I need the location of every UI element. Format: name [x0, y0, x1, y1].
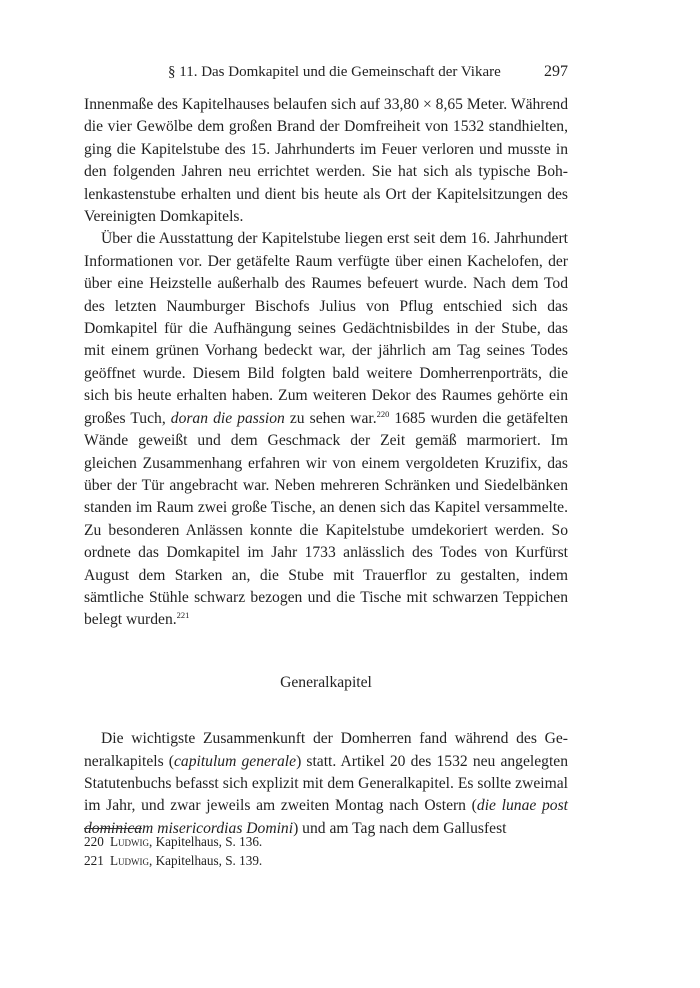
body-text — [84, 94, 568, 840]
section-heading: Generalkapitel — [280, 673, 372, 691]
latin-term: capitulum generale — [174, 752, 297, 770]
footnote-author: Ludwig — [110, 834, 150, 849]
footnote-text: , Kapitelhaus, S. 139. — [149, 852, 263, 868]
footnote-author: Ludwig — [110, 852, 150, 868]
paragraph-text: ) statt. Artikel 20 des 1532 neu angelegten Statutenbuchs befasst sich explizit mit dem Generalkapitel. Es sollte zweimal im Jahr, und zwar jeweils am zweiten Montag nach Ostern ( — [84, 752, 568, 815]
page-number: 297 — [544, 63, 568, 80]
paragraph-text: zu sehen war. — [284, 409, 377, 427]
footnote — [84, 852, 568, 871]
footnote-number: 221 — [84, 852, 104, 868]
paragraph-text: Über die Ausstattung der Kapitelstube liegen erst seit dem 16. Jahrhundert Informationen vor. Der getäfelte Raum verfügte über einen Kachelofen, der über eine Heizstelle außerhalb des Raumes befeuert wurde. Nach dem Tod des letzten Naumburger Bischofs Julius von Pflug entschied sich das Domkapitel für die Aufhängung seines Gedächtnisbildes in der Stube, das mit einem grünen Vorhang bedeckt war, der jährlich am Tag seines Todes geöffnet wurde. Diesem Bild folgten bald weitere Domherrenporträts, die sich bis heute erhalten haben. Zum weiteren Dekor des Raumes gehörte ein großes Tuch, — [84, 230, 568, 427]
paragraph-text: Innenmaße des Kapitelhauses belaufen sich auf 33,80 × 8,65 Meter. Während die vier Gewölbe dem großen Brand der Domfreiheit von 1532 standhielten, ging die Kapitelstube des 15. Jahrhunderts im Feuer verloren und musste in den folgenden Jahren neu errichtet werden. Sie hat sich als typische Bohlenkastenstube erhalten und dient bis heute als Ort der Kapitelsitzungen des Vereinigten Domkapitels. — [84, 96, 568, 226]
footnote-reference: 221 — [176, 610, 190, 621]
paragraph — [84, 728, 568, 840]
running-title: § 11. Das Domkapitel und die Gemeinschaft der Vikare — [168, 64, 501, 80]
running-head — [84, 61, 568, 83]
paragraph — [84, 228, 568, 631]
footnote-number: 220 — [84, 834, 104, 849]
paragraph-text: Die wichtigste Zusammenkunft der Domherren fand während des Generalkapitels ( — [84, 730, 568, 770]
quoted-phrase: doran die passion — [170, 409, 285, 427]
paragraph-text: ) und am Tag nach dem Gallusfest — [293, 819, 507, 837]
footnote-rule — [84, 828, 142, 829]
latin-term: die lunae post dominicam misericordias Domini — [84, 797, 568, 837]
footnote-reference: 220 — [376, 408, 390, 419]
paragraph — [84, 94, 568, 228]
footnote-text: , Kapitelhaus, S. 136. — [149, 834, 263, 849]
footnote — [84, 833, 568, 852]
paragraph-text: 1685 wurden die getäfelten Wände geweißt und dem Geschmack der Zeit gemäß marmoriert. Im gleichen Zusammenhang erfahren wir von einem vergoldeten Kruzifix, das über der Tür angebracht war. Neben mehreren Schränken und Siedelbänken standen im Raum zwei große Tische, an denen sich das Kapitel versammelte. Zu besonderen Anlässen konnte die Kapitelstube umdekoriert werden. So ordnete das Domkapitel im Jahr 1733 anlässlich des Todes von Kurfürst August dem Starken an, die Stube mit Trauerflor zu gestalten, indem sämtliche Stühle schwarz bezogen und die Tische mit schwarzen Teppichen belegt wurden. — [84, 409, 568, 629]
footnotes — [84, 833, 568, 870]
